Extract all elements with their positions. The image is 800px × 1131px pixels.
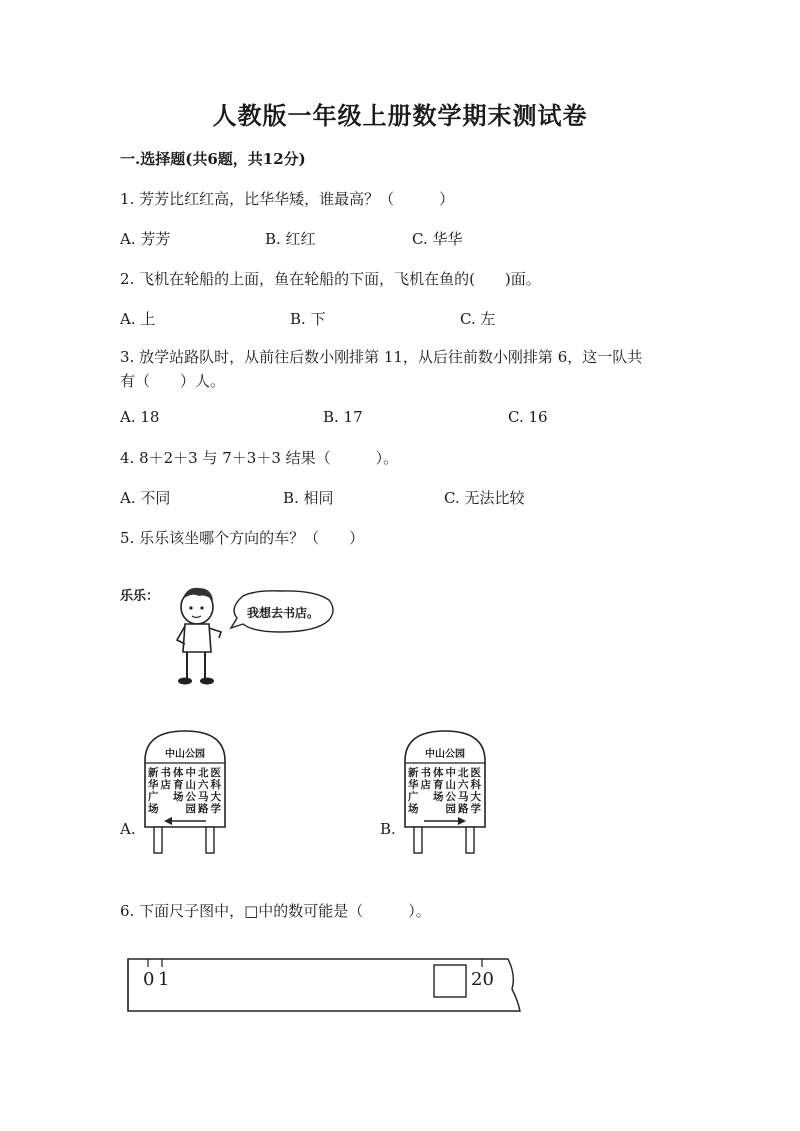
section-heading: 一.选择题(共6题，共12分) bbox=[120, 150, 306, 168]
bus-sign-b bbox=[400, 727, 490, 855]
lele-label: 乐乐： bbox=[120, 589, 160, 604]
sign-stop-1: 新华广场 bbox=[148, 767, 159, 815]
sign-a-title: 中山公园 bbox=[165, 749, 205, 760]
q4-option-a: A. 不同 bbox=[120, 489, 171, 507]
speech-text: 我想去书店。 bbox=[247, 606, 320, 620]
ruler-blank-box bbox=[434, 965, 466, 997]
question-4: 4. 8＋2＋3 与 7＋3＋3 结果（ ）。 bbox=[120, 449, 399, 467]
question-3-line1: 3. 放学站路队时，从前往后数小刚排第 11，从后往前数小刚排第 6，这一队共 bbox=[120, 348, 643, 366]
q4-option-c: C. 无法比较 bbox=[444, 489, 525, 507]
sign-stop-6: 医科大学 bbox=[210, 767, 221, 815]
ruler-figure bbox=[120, 945, 530, 1017]
sign-stop-6: 医科大学 bbox=[470, 767, 481, 815]
sign-stop-4: 中山公园 bbox=[185, 767, 196, 815]
question-2: 2. 飞机在轮船的上面，鱼在轮船的下面，飞机在鱼的( )面。 bbox=[120, 270, 541, 288]
q3-option-a: A. 18 bbox=[120, 408, 160, 426]
sign-stop-4: 中山公园 bbox=[445, 767, 456, 815]
ruler-label-0: 0 bbox=[143, 969, 155, 990]
sign-stop-3: 体育场 bbox=[173, 767, 184, 803]
sign-stop-5: 北六马路 bbox=[198, 767, 209, 815]
sign-b-title: 中山公园 bbox=[425, 749, 465, 760]
q1-option-a: A. 芳芳 bbox=[120, 230, 171, 248]
q1-option-b: B. 红红 bbox=[265, 230, 316, 248]
q5-option-a: A. bbox=[120, 820, 136, 838]
sign-stop-2: 书店 bbox=[420, 767, 431, 791]
question-6: 6. 下面尺子图中，□中的数可能是（ ）。 bbox=[120, 902, 431, 920]
ruler-label-1: 1 bbox=[158, 969, 170, 990]
q2-option-c: C. 左 bbox=[460, 310, 496, 328]
ruler-label-20: 20 bbox=[471, 969, 494, 990]
question-5: 5. 乐乐该坐哪个方向的车？（ ） bbox=[120, 529, 365, 547]
page-title: 人教版一年级上册数学期末测试卷 bbox=[212, 101, 588, 130]
q2-option-b: B. 下 bbox=[290, 310, 326, 328]
bus-sign-a bbox=[140, 727, 230, 855]
question-3-line2: 有（ ）人。 bbox=[120, 372, 226, 390]
question-1: 1. 芳芳比红红高，比华华矮，谁最高？（ ） bbox=[120, 190, 455, 208]
q5-option-b: B. bbox=[380, 820, 396, 838]
q3-option-b: B. 17 bbox=[323, 408, 363, 426]
q2-option-a: A. 上 bbox=[120, 310, 156, 328]
q1-option-c: C. 华华 bbox=[412, 230, 463, 248]
q3-option-c: C. 16 bbox=[508, 408, 548, 426]
q4-option-b: B. 相同 bbox=[283, 489, 334, 507]
sign-stop-1: 新华广场 bbox=[408, 767, 419, 815]
sign-stop-3: 体育场 bbox=[433, 767, 444, 803]
sign-stop-2: 书店 bbox=[160, 767, 171, 791]
sign-stop-5: 北六马路 bbox=[458, 767, 469, 815]
